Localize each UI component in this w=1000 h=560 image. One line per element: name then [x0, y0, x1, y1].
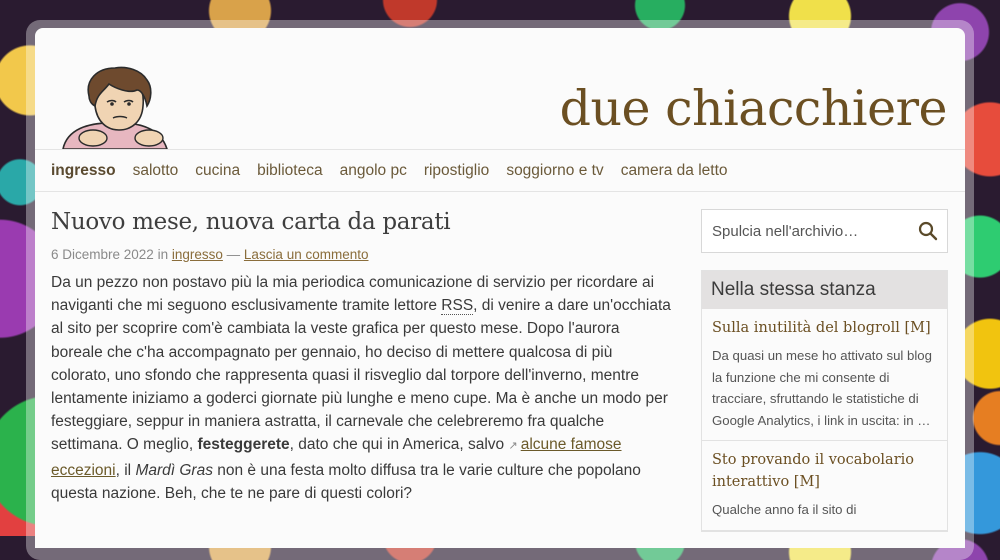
- post-article: [51, 209, 671, 505]
- nav-item-soggiorno-e-tv[interactable]: soggiorno e tv: [506, 161, 604, 179]
- sidebar: [701, 209, 948, 532]
- nav-item-ripostiglio[interactable]: ripostiglio: [423, 161, 490, 179]
- main-nav: [35, 150, 965, 192]
- body-text-3: , dato che qui in America, salvo: [289, 436, 509, 454]
- nav-item-biblioteca[interactable]: biblioteca: [257, 161, 323, 179]
- rss-abbr: RSS: [441, 297, 474, 315]
- page-container: [35, 28, 965, 548]
- site-header: [35, 28, 965, 150]
- nav-item-camera-da-letto[interactable]: camera da letto: [620, 161, 728, 179]
- nav-item-angolo-pc[interactable]: angolo pc: [339, 161, 407, 179]
- body-text-1: Da un pezzo non postavo più la mia periodica comunicazione di servizio per ricordare ai naviganti che mi seguono esclusivamente tramite lettore: [51, 274, 655, 315]
- body-text-5: non è una festa molto diffusa tra le varie culture che popolano questa nazione. Beh, che te ne pare di questi colori?: [51, 461, 641, 502]
- related-post-item: [702, 309, 947, 441]
- post-category-link[interactable]: ingresso: [171, 247, 223, 262]
- related-post-excerpt: Da quasi un mese ho attivato sul blog la funzione che mi consente di tracciare, sfruttando le statistiche di Google Analytics, i link in uscita: in …: [712, 348, 932, 428]
- related-post-title[interactable]: Sulla inutilità del blogroll [M]: [712, 320, 931, 336]
- widget-title: Nella stessa stanza: [702, 271, 947, 309]
- meta-separator: —: [226, 247, 241, 262]
- post-date: 6 Dicembre 2022: [51, 247, 154, 262]
- post-in-label: in: [157, 247, 169, 262]
- body-bold: festeggerete: [197, 436, 290, 454]
- post-body: [51, 271, 671, 505]
- related-post-item: [702, 441, 947, 531]
- comment-link[interactable]: Lascia un commento: [243, 247, 369, 262]
- body-text-4: , il: [115, 461, 136, 479]
- nav-item-cucina[interactable]: cucina: [195, 161, 241, 179]
- related-post-title[interactable]: Sto provando il vocabolario interattivo [M]: [712, 452, 915, 490]
- body-external-link[interactable]: alcune famose eccezioni: [51, 436, 622, 479]
- external-link-icon: ↗: [508, 440, 518, 453]
- post-meta: [51, 247, 671, 262]
- nav-item-salotto[interactable]: salotto: [132, 161, 179, 179]
- body-text-2: , di venire a dare un'occhiata al sito per scoprire com'è cambiata la veste grafica per questo mese. Dopo l'aurora boreale che c'ha accompagnato per gennaio, ho deciso di mettere qualcosa di più colorato, uno sfondo che rappresenta quasi il risveglio dal torpore dell'inverno, mentre lentamente iniziamo a goderci giornate più lunghe e meno cupe. Ma è anche un modo per festeggiare, seppur in maniera astratta, il carnevale che celebreremo fra qualche settimana. O meglio,: [51, 297, 671, 454]
- body-italic: Mardì Gras: [135, 461, 213, 479]
- nav-item-ingresso[interactable]: ingresso: [51, 161, 116, 179]
- avatar-illustration[interactable]: [57, 66, 187, 149]
- post-title[interactable]: Nuovo mese, nuova carta da parati: [51, 209, 451, 235]
- site-title[interactable]: due chiacchiere: [559, 80, 947, 137]
- search-box: [701, 209, 948, 253]
- related-posts-widget: [701, 270, 948, 532]
- related-post-excerpt: Qualche anno fa il sito di: [712, 502, 857, 517]
- search-input[interactable]: [712, 223, 892, 240]
- search-icon[interactable]: [918, 221, 938, 241]
